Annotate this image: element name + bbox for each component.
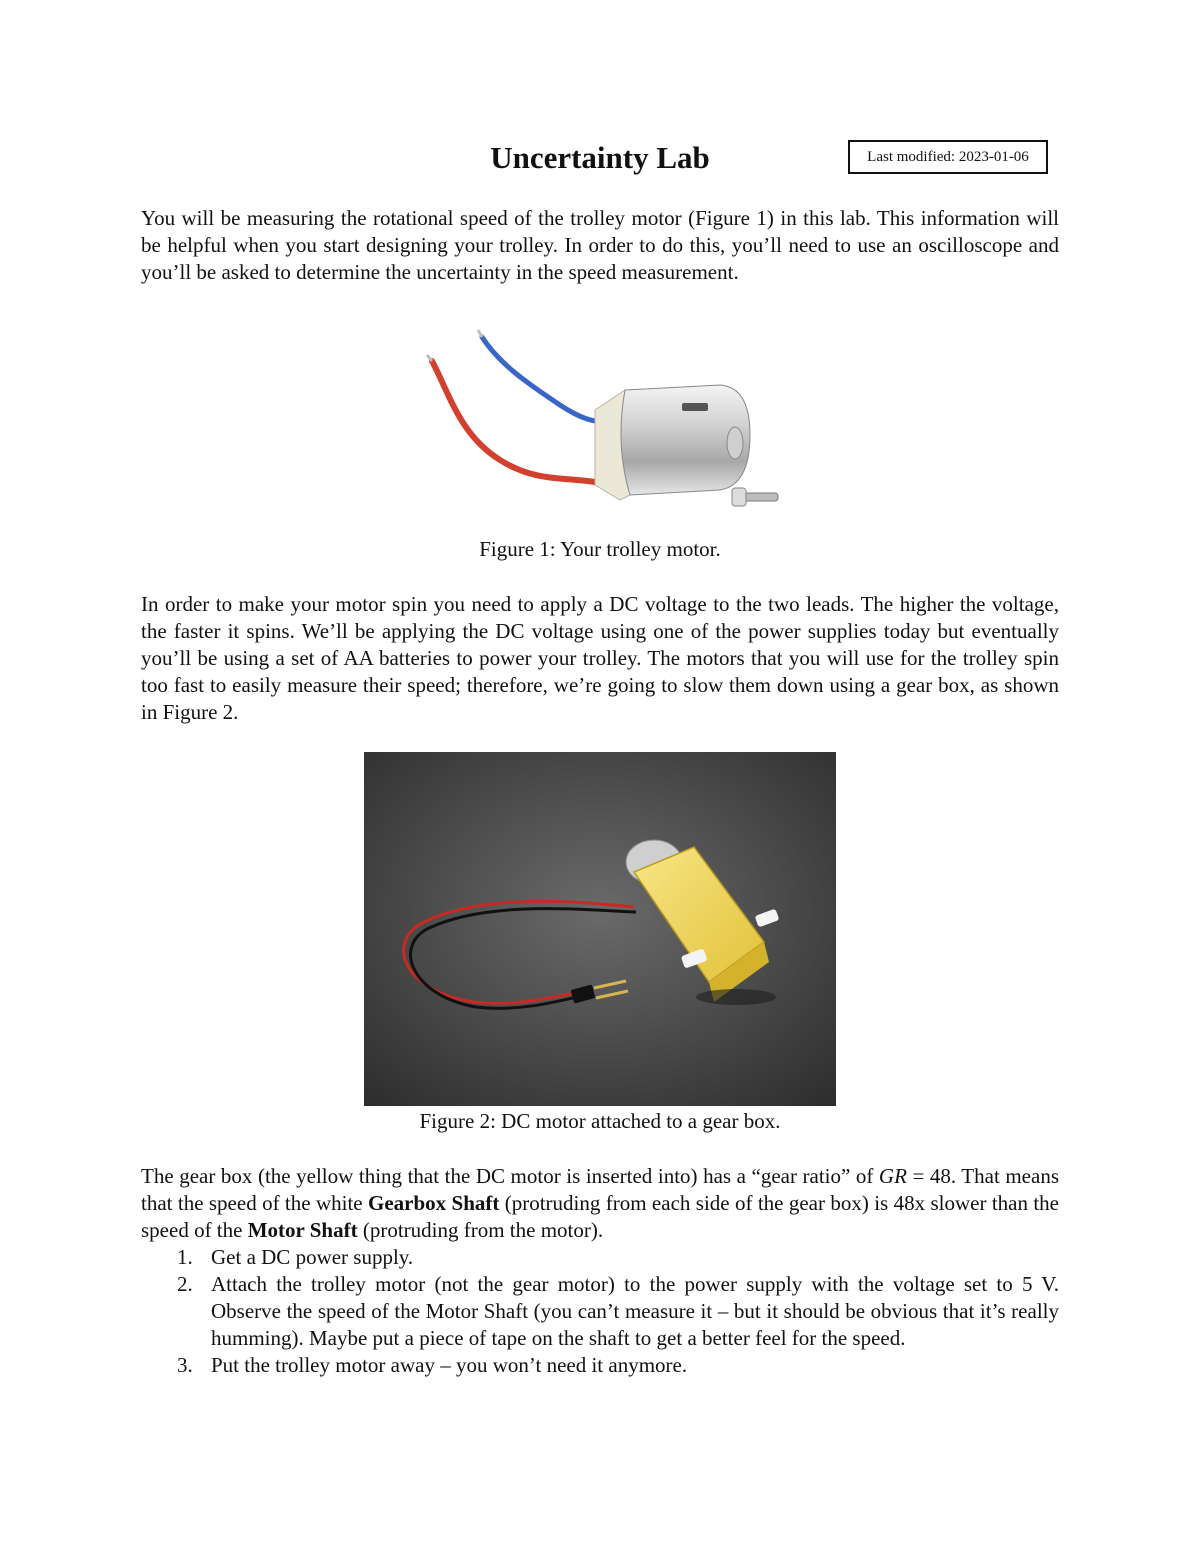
list-item [141,1244,1059,1271]
gearbox-shaft-term: Gearbox Shaft [367,1191,500,1215]
gear-ratio-symbol: GR [878,1164,907,1188]
p3-text-1: The gear box (the yellow thing that the DC motor is inserted into) has a “gear ratio” of [141,1164,879,1188]
motor-shaft-term: Motor Shaft [247,1218,358,1242]
step-number: 2. [177,1272,193,1296]
p3-text-4: (protruding from the motor). [357,1218,604,1242]
list-item [141,1271,1059,1352]
step-text: Attach the trolley motor (not the gear motor) to the power supply with the voltage set to 5 V. Observe the speed of the Motor Shaft (you can’t measure it – but it should be obvious that it’s really humming). Maybe put a piece of tape on the shaft to get a better feel for the speed. [211,1272,1059,1350]
page-title: Uncertainty Lab [490,140,710,175]
p3-text-3: (protruding from each side of the gear box) is 48x slower than the speed of the [141,1191,1060,1242]
steps-list [141,1244,1059,1379]
paragraph-3 [141,1163,1059,1244]
motor-slot [682,403,708,411]
gear-motor-figure [364,752,836,1106]
p3-text-2: That means that the speed of the white [141,1164,1059,1215]
figure1-caption: Figure 1: Your trolley motor. [479,537,721,561]
step-number: 1. [177,1245,193,1269]
list-item [141,1352,1059,1379]
paragraph-2: In order to make your motor spin you need to apply a DC voltage to the two leads. The higher the voltage, the faster it spins. We’ll be applying the DC voltage using one of the power supplies today but eventually you’ll be using a set of AA batteries to power your trolley. The motors that you will use for the trolley spin too fast to easily measure their speed; therefore, we’re going to slow them down using a gear box, as shown in Figure 2. [141,592,1059,724]
intro-paragraph: You will be measuring the rotational speed of the trolley motor (Figure 1) in this lab. This information will be helpful when you start designing your trolley. In order to do this, you’ll need to use an oscilloscope and you’ll be asked to determine the uncertainty in the speed measurement. [141,206,1059,284]
figure2-caption: Figure 2: DC motor attached to a gear box. [419,1109,781,1133]
trolley-motor-figure [420,325,780,530]
step-number: 3. [177,1353,193,1377]
last-modified-box: Last modified: 2023-01-06 [848,140,1048,174]
step-text: Get a DC power supply. [211,1245,414,1269]
gear-ratio-value: = 48. [906,1164,957,1188]
step-text: Put the trolley motor away – you won’t need it anymore. [211,1353,688,1377]
